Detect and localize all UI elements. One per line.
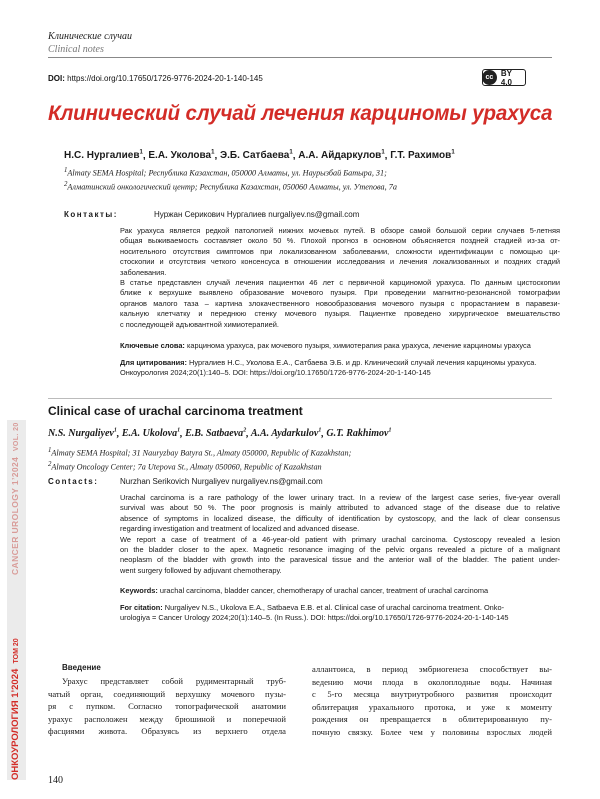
affiliation-2-en: $^2$Almaty Oncology Center; 7a Utepova St., Almaty 050060, Republic of Kazakhstan: [48, 460, 322, 472]
section-divider: [48, 398, 552, 399]
affiliations-en: [48, 445, 351, 472]
text-line: урахус расположен между брюшиной и поперечной: [48, 713, 286, 724]
ru-author: Е.А. Уколова$^1$: [148, 150, 215, 162]
affiliation-marker: 1: [318, 428, 322, 434]
text-line: survival was about 50 %. The poor prognosis is mainly attributed to advanced stage of the disease due to relative: [120, 503, 560, 513]
intro-heading: Введение: [62, 663, 101, 672]
affiliation-marker: 1: [289, 150, 293, 156]
citation-ru-line-1: Для цитирования: Нургалиев Н.С., Уколова Е.А., Сатбаева Э.Б. и др. Клинический случай лечения карциномы урахуса.: [120, 358, 537, 367]
header-divider: [48, 57, 552, 58]
contacts-text-en: Nurzhan Serikovich Nurgaliyev nurgaliyev.ns@gmail.com: [120, 477, 323, 486]
text-line: В статье представлен случай лечения пациентки 46 лет с первичной карциномой урахуса. По данным цистоскопии: [120, 278, 560, 288]
section-label-ru: Клинические случаи: [48, 31, 132, 42]
license-text: BY 4.0: [500, 68, 512, 87]
text-line: absence of symptoms in localized disease, the difficulty of identification by cystoscopy, and the lack of clear consensus: [120, 513, 560, 523]
text-line: on the bladder closer to the apex. Magnetic resonance imaging of the pelvic organs revealed a picture of a malignant: [120, 545, 560, 555]
doi-link[interactable]: https://doi.org/10.17650/1726-9776-2024-20-1-140-145: [67, 74, 263, 83]
doi-line[interactable]: [48, 74, 263, 83]
keywords-ru: [120, 341, 560, 351]
text-line: We report a case of treatment of a 46-year-old patient with primary urachal carcinoma. Cystoscopy revealed a lesion: [120, 534, 560, 544]
affiliation-marker: 1: [381, 150, 385, 156]
citation-ru-line-2: Онкоурология 2024;20(1):140–5. DOI: https://doi.org/10.17650/1726-9776-2024-20-1-140-145: [120, 368, 431, 378]
affiliation-1-en: $^1$Almaty SEMA Hospital; 31 Nauryzbay Batyra St., Almaty 050000, Republic of Kazakhstan;: [48, 447, 352, 458]
en-author: G.T. Rakhimov$^1$: [326, 428, 392, 440]
text-line: ведению мочи плода в околоплодные воды. Начиная: [312, 676, 552, 687]
affiliation-marker: 1: [388, 428, 392, 434]
abstract-ru-paragraph-1: [120, 226, 560, 278]
page-number: 140: [48, 775, 63, 786]
ru-author: Г.Т. Рахимов$^1$: [390, 150, 455, 162]
text-line: regarding investigation and treatment of localized and advanced disease.: [120, 524, 360, 534]
affiliation-1-ru: $^1$Almaty SEMA Hospital; Республика Казахстан, 050000 Алматы, ул. Наурызбай Батыра, 31;: [64, 167, 387, 178]
text-line: ря с пупком. Согласно топографической анатомии: [48, 701, 286, 712]
keywords-en: [120, 586, 560, 596]
text-line: с 5-го месяца внутриутробного развития происходит: [312, 689, 552, 700]
citation-en-line-2: urologiya = Cancer Urology 2024;20(1):140–5. (In Russ.). DOI: https://doi.org/10.17650/1726-9776-2024-20-1-140-145: [120, 613, 509, 623]
abstract-ru-paragraph-2: [120, 278, 560, 330]
contacts-label-ru: Контакты:: [64, 210, 118, 219]
en-author: E.B. Satbaeva$^2$: [185, 428, 247, 440]
text-line: neoplasm of the bladder with growth into the paravesical tissue and the anterior wall of the bladder. The patient under-: [120, 555, 560, 565]
en-author: A.A. Aydarkulov$^1$: [250, 428, 322, 440]
license-badge[interactable]: [482, 69, 526, 86]
citation-en: [120, 603, 560, 624]
abstract-ru: [120, 226, 560, 330]
text-line: рождения он превращается в облитерированную пу-: [312, 714, 552, 725]
text-line: Рак урахуса является редкой патологией нижних мочевых путей. В обзоре самой большой серии случаев 5-летняя: [120, 226, 560, 235]
affiliation-marker: 1: [177, 428, 181, 434]
affiliation-marker: 1: [113, 428, 117, 434]
doi-label: DOI:: [48, 74, 65, 83]
citation-label-en: For citation:: [120, 603, 163, 612]
ru-author: Э.Б. Сатбаева$^1$: [220, 150, 293, 162]
text-line: органов малого таза – картина злокачественного новообразования мочевого пузыря с прорастанием в паравези-: [120, 298, 560, 308]
text-line: заболевания.: [120, 267, 167, 277]
affiliation-marker: 1: [211, 150, 215, 156]
keywords-text-en: urachal carcinoma, bladder cancer, chemotherapy of urachal cancer, treatment of urachal carcinoma: [159, 586, 489, 595]
keywords-label-en: Keywords:: [120, 586, 158, 595]
affiliation-2-ru: $^2$Алматинский онкологический центр; Республика Казахстан, 050060 Алматы, ул. Утепова, 7а: [64, 180, 397, 192]
text-line: общая выживаемость составляет около 50 %. Плохой прогноз в основном объясняется поздней стадией из-за от-: [120, 236, 560, 246]
text-line: кальную клетчатку и переднюю стенку мочевого пузыря. Пациентке проведено хирургическое вмешательство: [120, 309, 560, 319]
text-line: облитерация урахального протока, и уже к моменту: [312, 701, 552, 712]
text-line: стоскопии и отсутствия четкого консенсуса в отношении исследования и лечения локализованных и поздних стадий: [120, 257, 560, 267]
ru-author: А.А. Айдаркулов$^1$: [298, 150, 385, 162]
abstract-en-paragraph-2: [120, 535, 560, 577]
article-title-ru: Клинический случай лечения карциномы урахуса: [48, 102, 553, 125]
en-author: E.A. Ukolova$^1$: [121, 428, 181, 440]
text-line: фасциями живота. Образуясь из верхнего отдела: [48, 726, 286, 737]
contacts-text-ru: Нуржан Серикович Нургалиев nurgaliyev.ns@gmail.com: [154, 210, 360, 219]
text-line: went surgery followed by adjuvant chemotherapy.: [120, 565, 282, 575]
affiliation-marker: 1: [139, 150, 143, 156]
affiliation-marker: 1: [451, 150, 455, 156]
citation-label-ru: Для цитирования:: [120, 358, 187, 367]
affiliation-marker: 2: [243, 428, 247, 434]
text-line: Урахус представляет собой рудиментарный труб-: [62, 676, 286, 686]
affiliations-ru: [64, 165, 397, 192]
article-title-en: Clinical case of urachal carcinoma treatment: [48, 404, 303, 418]
text-line: почную связку. Более чем у половины взрослых людей: [312, 726, 552, 737]
text-line: ближе к верхушке выявлено образование мочевого пузыря. При проведении магнитно-резонансной томографии: [120, 288, 560, 298]
text-line: чатый орган, соединяющий верхушку мочевого пузы-: [48, 688, 286, 699]
intro-column-right: [312, 663, 552, 739]
abstract-en-paragraph-1: [120, 493, 560, 535]
en-author: N.S. Nurgaliyev$^1$: [48, 428, 117, 440]
citation-en-line-1: For citation: Nurgaliyev N.S., Ukolova E.A., Satbaeva E.B. et al. Clinical case of urachal carcinoma treatment. Onko-: [120, 603, 505, 612]
ru-author: Н.С. Нургалиев$^1$: [64, 150, 143, 162]
intro-column-left: [48, 675, 286, 738]
abstract-en: [120, 493, 560, 576]
text-line: с последующей адъювантной химиотерапией.: [120, 319, 279, 329]
text-line: носительного отсутствия симптомов при локализованном заболевании, сложности идентификации с помощью ци-: [120, 246, 560, 256]
keywords-label-ru: Ключевые слова:: [120, 341, 185, 350]
citation-ru: [120, 358, 560, 379]
text-line: Urachal carcinoma is a rare pathology of the lower urinary tract. In a review of the largest case series, five-year overall: [120, 493, 560, 502]
text-line: аллантоиса, в период эмбриогенеза способствует вы-: [312, 664, 552, 674]
author-list-ru: Н.С. Нургалиев$^1$, Е.А. Уколова$^1$, Э.Б. Сатбаева$^1$, А.А. Айдаркулов$^1$, Г.Т. Рахимов$^1$: [64, 150, 455, 162]
section-label-en: Clinical notes: [48, 44, 104, 55]
contacts-label-en: Contacts:: [48, 477, 99, 486]
author-list-en: N.S. Nurgaliyev$^1$, E.A. Ukolova$^1$, E.B. Satbaeva$^2$, A.A. Aydarkulov$^1$, G.T. Rakhimov$^1$: [48, 428, 392, 440]
cc-icon: cc: [482, 70, 497, 85]
keywords-text-ru: карцинома урахуса, рак мочевого пузыря, химиотерапия рака урахуса, лечение карциномы урахуса: [186, 341, 531, 350]
